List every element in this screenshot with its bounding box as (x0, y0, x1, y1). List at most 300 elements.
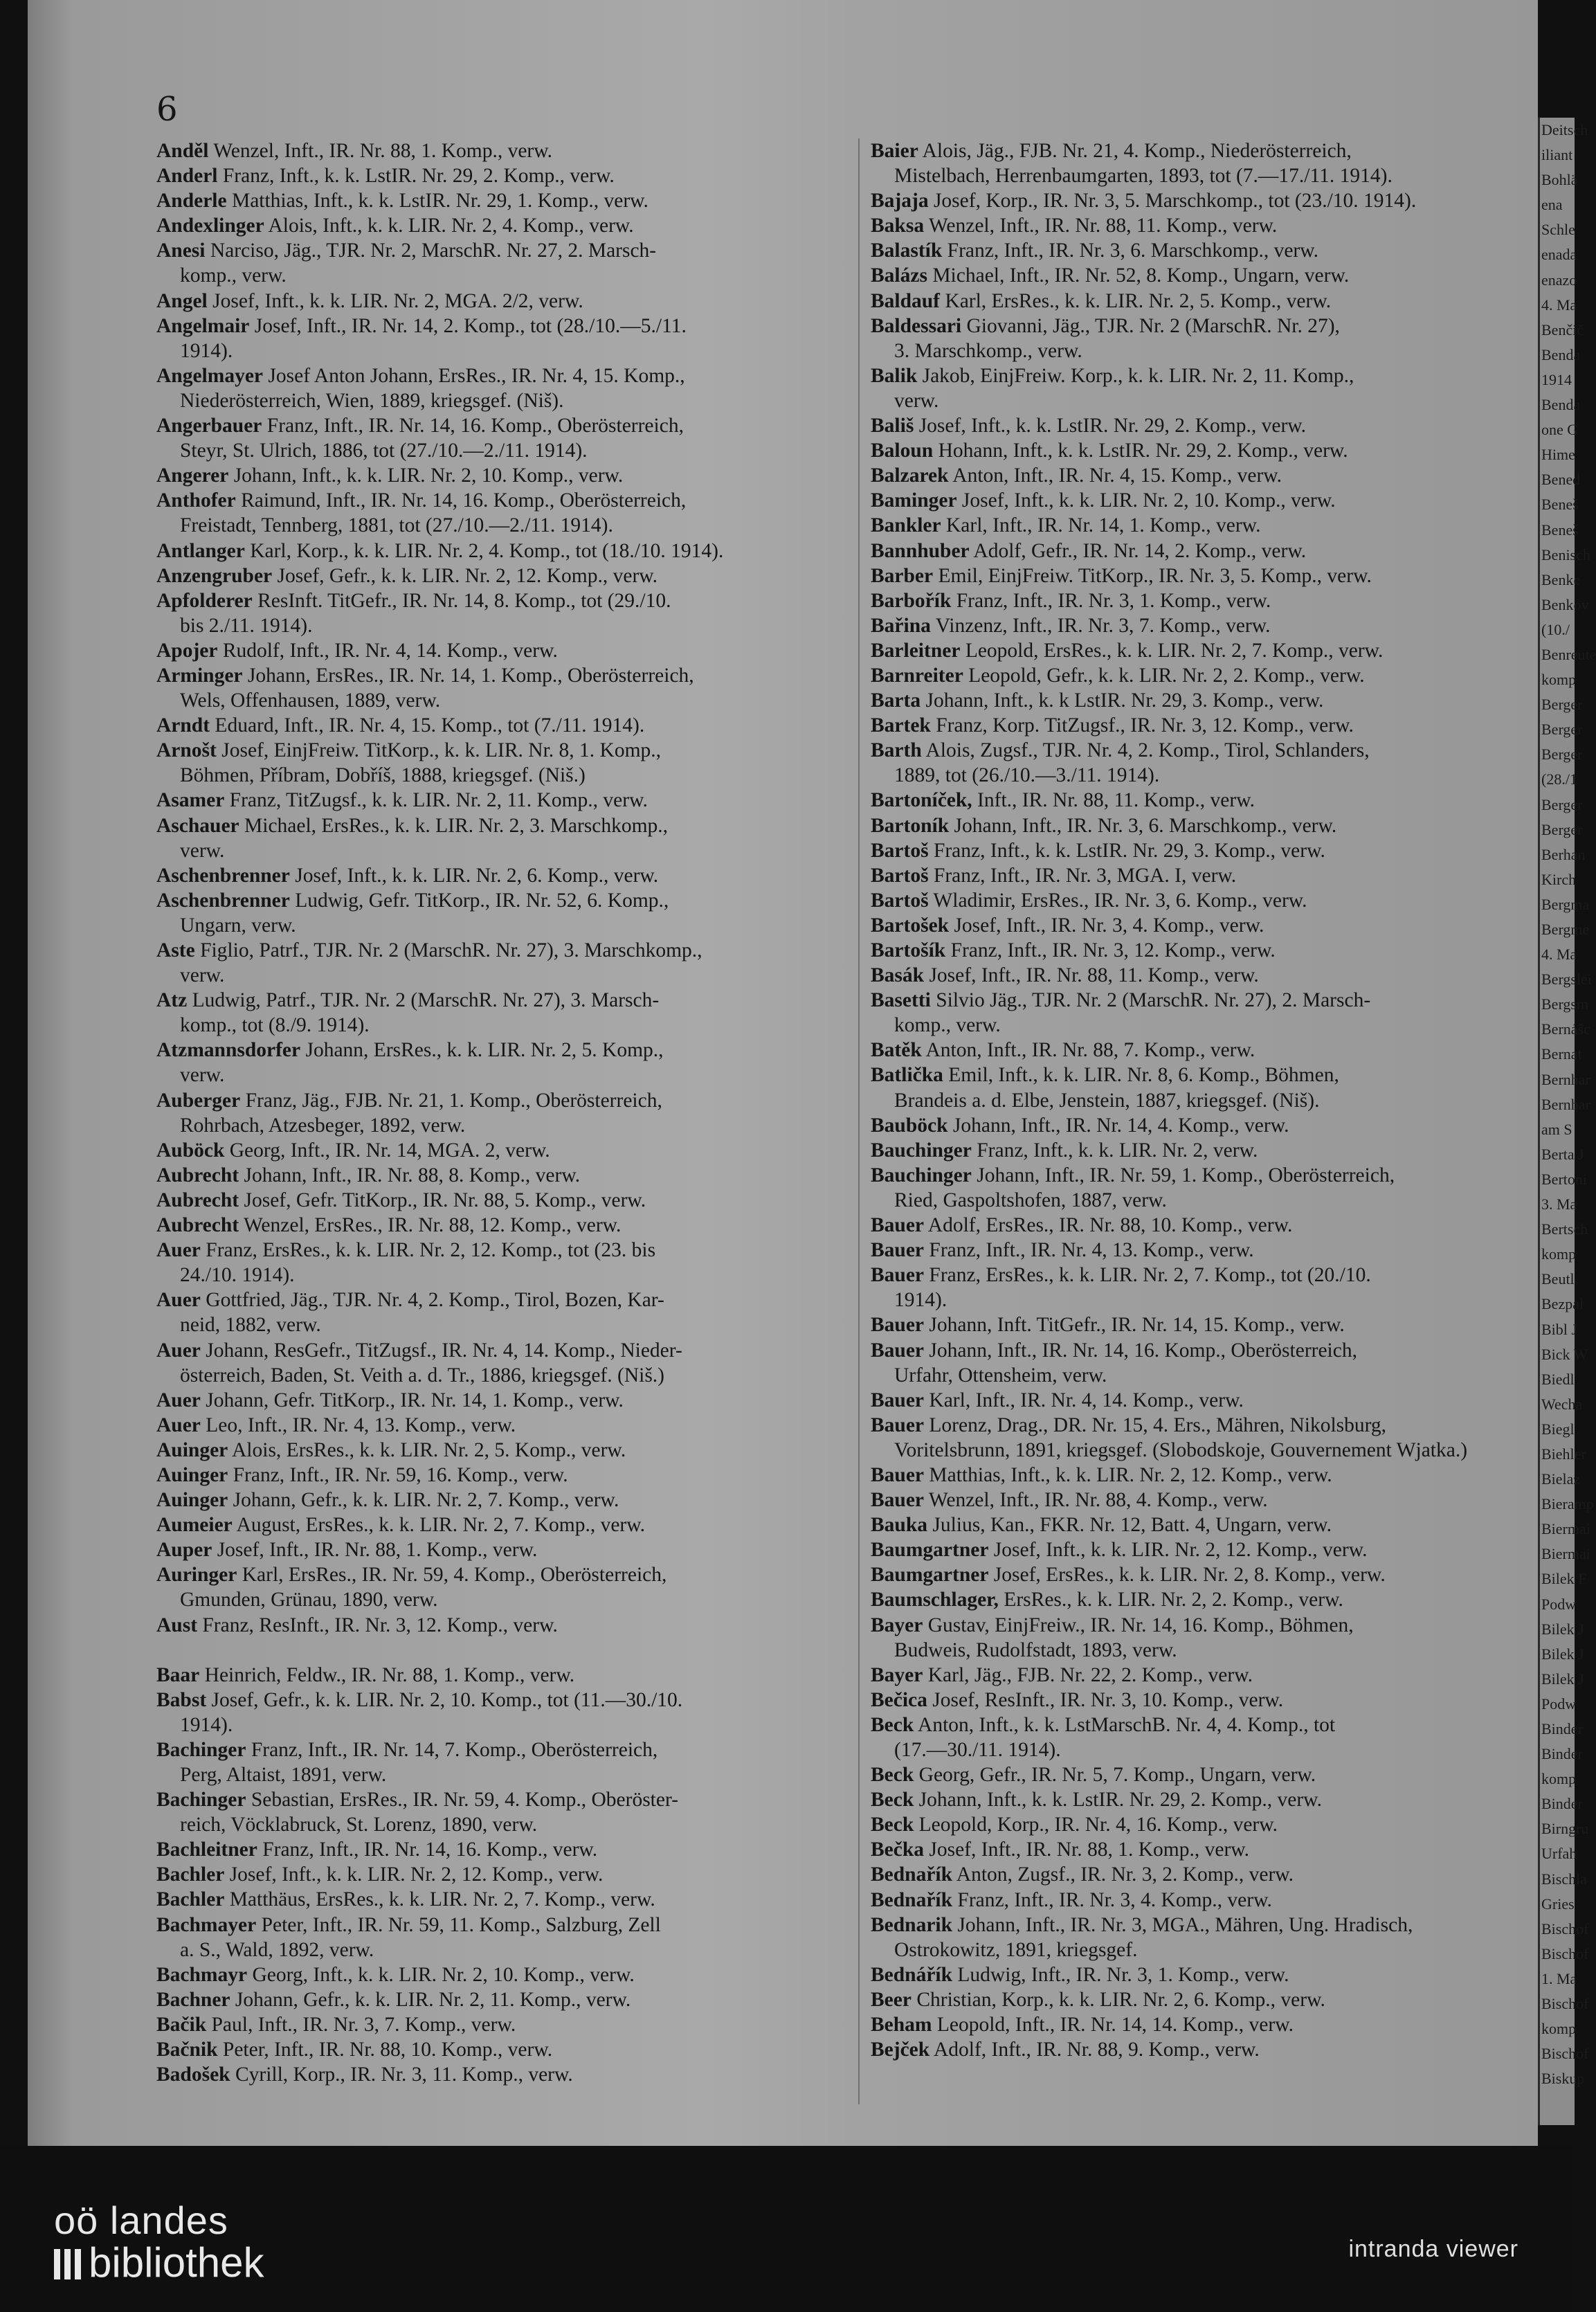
entry-details: Franz, Inft., IR. Nr. 59, 16. Komp., verw. (233, 1463, 568, 1486)
entry-surname: Aschenbrenner (156, 889, 290, 912)
list-entry (871, 513, 1556, 538)
entry-surname: Aumeier (156, 1514, 233, 1537)
adjacent-page-fragment: Podw (1541, 1595, 1577, 1613)
entry-details: Ludwig, Gefr. TitKorp., IR. Nr. 52, 6. Komp., (295, 889, 669, 912)
list-entry (871, 1663, 1556, 1688)
entry-continuation: 1914). (180, 339, 233, 362)
entry-details: Adolf, Inft., IR. Nr. 88, 9. Komp., verw. (933, 2039, 1260, 2061)
entry-details: Johann, Gefr., k. k. LIR. Nr. 2, 7. Komp., verw. (233, 1489, 619, 1512)
entry-details: Wenzel, Inft., IR. Nr. 88, 4. Komp., verw. (928, 1489, 1268, 1512)
list-entry (871, 413, 1556, 438)
entry-surname: Angelmair (156, 314, 250, 337)
entry-details: Michael, ErsRes., k. k. LIR. Nr. 2, 3. Marschkomp., (244, 814, 669, 837)
entry-surname: Bauer (871, 1314, 925, 1337)
entry-details: Josef, Inft., IR. Nr. 88, 11. Komp., verw. (929, 964, 1259, 987)
list-entry (156, 2037, 849, 2062)
entry-details: Franz, Inft., IR. Nr. 3, 1. Komp., verw. (956, 589, 1271, 612)
entry-surname: Antlanger (156, 539, 245, 562)
list-entry (156, 413, 849, 463)
entry-surname: Badošek (156, 2063, 230, 2086)
entry-details: Gustav, EinjFreiw., IR. Nr. 14, 16. Komp., Böhmen, (927, 1614, 1354, 1636)
entry-surname: Aust (156, 1614, 198, 1636)
entry-surname: Bauer (871, 1239, 925, 1262)
list-entry (871, 788, 1556, 813)
list-entry (871, 488, 1556, 513)
entry-continuation: a. S., Wald, 1892, verw. (180, 1938, 374, 1961)
entry-surname: Batlička (871, 1064, 943, 1087)
list-entry (871, 539, 1556, 563)
list-entry (156, 2012, 849, 2037)
list-entry (871, 138, 1556, 188)
entry-details: Josef, Inft., IR. Nr. 14, 2. Komp., tot (28./10.—5./11. (254, 314, 687, 337)
entry-surname: Anthofer (156, 489, 236, 512)
entry-surname: Auer (156, 1289, 201, 1312)
list-entry (156, 1837, 849, 1862)
entry-details: Karl, Korp., k. k. LIR. Nr. 2, 4. Komp., tot (18./10. 1914). (250, 539, 724, 562)
list-entry (871, 1787, 1556, 1812)
list-entry (871, 314, 1556, 363)
list-entry (156, 1213, 849, 1238)
entry-details: Julius, Kan., FKR. Nr. 12, Batt. 4, Ungarn, verw. (932, 1514, 1332, 1537)
entry-surname: Auinger (156, 1489, 228, 1512)
list-entry (871, 238, 1556, 263)
entry-surname: Arminger (156, 664, 243, 687)
adjacent-page-fragment: enada (1541, 246, 1577, 264)
entry-continuation: 1914). (894, 1289, 947, 1312)
entry-surname: Atzmannsdorfer (156, 1039, 301, 1062)
entry-continuation: Rohrbach, Atzesbeger, 1892, verw. (180, 1114, 466, 1137)
entry-surname: Bachler (156, 1863, 225, 1886)
adjacent-page-fragment: Beneš (1541, 496, 1579, 514)
entry-details: August, ErsRes., k. k. LIR. Nr. 2, 7. Komp., verw. (236, 1514, 646, 1537)
list-entry (871, 738, 1556, 788)
entry-surname: Angerbauer (156, 415, 262, 437)
entry-surname: Andexlinger (156, 215, 264, 237)
list-entry (156, 2062, 849, 2087)
entry-surname: Bachler (156, 1888, 225, 1911)
entry-surname: Aubrecht (156, 1214, 239, 1237)
entry-continuation: verw. (180, 964, 225, 987)
entry-surname: Baldauf (871, 289, 941, 312)
entry-surname: Barbořík (871, 589, 952, 612)
entry-details: Johann, ErsRes., k. k. LIR. Nr. 2, 5. Komp., (305, 1039, 664, 1062)
entry-details: Silvio Jäg., TJR. Nr. 2 (MarschR. Nr. 27), 2. Marsch- (936, 989, 1371, 1012)
adjacent-page-fragment: Bernhar (1541, 1095, 1590, 1113)
adjacent-page-fragment: 4. Ma (1541, 946, 1577, 964)
list-entry (156, 738, 849, 788)
adjacent-page-fragment: Bernhar (1541, 1070, 1590, 1088)
entry-details: Alois, ErsRes., k. k. LIR. Nr. 2, 5. Komp., verw. (232, 1438, 626, 1461)
list-entry (871, 1812, 1556, 1837)
entry-surname: Angerer (156, 464, 229, 487)
list-entry (871, 838, 1556, 863)
entry-details: Michael, Inft., IR. Nr. 52, 8. Komp., Ungarn, verw. (932, 264, 1350, 287)
entry-continuation: Wels, Offenhausen, 1889, verw. (180, 689, 441, 712)
entry-continuation: Gmunden, Grünau, 1890, verw. (180, 1589, 438, 1611)
entry-continuation: komp., tot (8./9. 1914). (180, 1014, 370, 1037)
list-entry (156, 663, 849, 713)
entry-surname: Batěk (871, 1039, 922, 1062)
logo-line-2-text: bibliothek (89, 2239, 264, 2286)
adjacent-page-fragment: Bergme (1541, 921, 1590, 938)
logo-line-2 (54, 2241, 264, 2284)
adjacent-page-fragment: Beutl (1541, 1270, 1575, 1288)
list-entry (871, 1138, 1556, 1163)
list-entry (156, 188, 849, 213)
list-entry (871, 1987, 1556, 2012)
list-entry (156, 1562, 849, 1612)
list-entry (871, 2012, 1556, 2037)
entry-details: Johann, Inft. TitGefr., IR. Nr. 14, 15. Komp., verw. (929, 1314, 1345, 1337)
column-divider (858, 138, 860, 2104)
list-entry (156, 1413, 849, 1438)
entry-surname: Anesi (156, 240, 206, 262)
entry-details: Johann, Inft., IR. Nr. 59, 1. Komp., Oberösterreich, (977, 1164, 1395, 1186)
entry-surname: Bauer (871, 1339, 925, 1362)
adjacent-page-fragment: enazo (1541, 271, 1577, 289)
entry-surname: Anderl (156, 165, 218, 188)
list-entry (871, 888, 1556, 913)
entry-details: Leopold, Inft., IR. Nr. 14, 14. Komp., verw. (936, 2014, 1294, 2036)
entry-details: Rudolf, Inft., IR. Nr. 4, 14. Komp., verw. (222, 639, 558, 662)
library-logo[interactable] (54, 2200, 264, 2284)
list-entry (156, 1512, 849, 1537)
adjacent-page-fragment: Bick W (1541, 1345, 1588, 1363)
adjacent-page-fragment: Benda (1541, 345, 1581, 363)
entry-surname: Aschauer (156, 814, 239, 837)
entry-details: Josef, ResInft., IR. Nr. 3, 10. Komp., verw. (932, 1688, 1284, 1711)
list-entry (156, 539, 849, 563)
entry-surname: Bednařík (871, 1888, 953, 1911)
entry-continuation: Ungarn, verw. (180, 914, 296, 937)
left-column (156, 138, 849, 2087)
list-entry (871, 613, 1556, 638)
adjacent-page-fragment: Bohlä (1541, 171, 1578, 189)
adjacent-page-fragment: Biedl (1541, 1370, 1575, 1388)
adjacent-page-fragment: Birngru (1541, 1820, 1589, 1838)
list-entry (871, 1713, 1556, 1762)
entry-details: Gottfried, Jäg., TJR. Nr. 4, 2. Komp., Tirol, Bozen, Kar- (206, 1289, 664, 1312)
list-entry (156, 563, 849, 588)
entry-details: Franz, Inft., IR. Nr. 3, 4. Komp., verw. (957, 1888, 1272, 1911)
entry-details: Franz, Inft., IR. Nr. 14, 7. Komp., Oberösterreich, (251, 1738, 658, 1761)
adjacent-page-fragment: Bernat (1541, 1045, 1582, 1063)
entry-surname: Balik (871, 364, 918, 387)
entry-surname: Barber (871, 564, 934, 587)
list-entry (871, 1688, 1556, 1713)
entry-details: Adolf, ErsRes., IR. Nr. 88, 10. Komp., verw. (927, 1214, 1293, 1237)
entry-details: Leo, Inft., IR. Nr. 4, 13. Komp., verw. (206, 1414, 516, 1436)
entry-surname: Bartoník (871, 814, 950, 837)
entry-surname: Auper (156, 1539, 212, 1562)
entry-continuation: verw. (894, 389, 939, 412)
entry-surname: Aste (156, 939, 195, 961)
list-entry (156, 213, 849, 238)
entry-details: Josef Anton Johann, ErsRes., IR. Nr. 4, 15. Komp., (268, 364, 685, 387)
entry-details: Wenzel, Inft., IR. Nr. 88, 1. Komp., verw. (213, 140, 552, 162)
entry-details: Wenzel, Inft., IR. Nr. 88, 11. Komp., verw. (928, 215, 1278, 237)
entry-surname: Bauka (871, 1514, 927, 1537)
adjacent-page-fragment: 1914 (1541, 370, 1572, 388)
entry-details: Georg, Inft., IR. Nr. 14, MGA. 2, verw. (229, 1139, 550, 1162)
entry-details: Franz, ErsRes., k. k. LIR. Nr. 2, 12. Komp., tot (23. bis (206, 1239, 656, 1262)
adjacent-page-fragment: am S (1541, 1120, 1572, 1138)
entry-details: Franz, TitZugsf., k. k. LIR. Nr. 2, 11. Komp., verw. (229, 789, 648, 812)
list-entry (871, 289, 1556, 314)
adjacent-page-fragment: Benčič (1541, 320, 1584, 338)
list-entry (871, 963, 1556, 988)
entry-details: Alois, Jäg., FJB. Nr. 21, 4. Komp., Niederösterreich, (922, 140, 1352, 162)
adjacent-page-fragment: Bergma (1541, 895, 1590, 913)
entry-details: Franz, Inft., IR. Nr. 3, 6. Marschkomp., verw. (947, 240, 1319, 262)
entry-details: Sebastian, ErsRes., IR. Nr. 59, 4. Komp., Oberöster- (251, 1789, 679, 1812)
adjacent-page-fragment: Bertsch (1541, 1220, 1588, 1238)
entry-details: Cyrill, Korp., IR. Nr. 3, 11. Komp., verw. (235, 2063, 573, 2086)
list-entry (871, 1562, 1556, 1587)
list-entry (871, 1488, 1556, 1512)
entry-surname: Anzengruber (156, 564, 273, 587)
entry-surname: Asamer (156, 789, 225, 812)
entry-surname: Bartošík (871, 939, 946, 961)
entry-details: Josef, Inft., k. k. LIR. Nr. 2, 12. Komp., verw. (993, 1539, 1368, 1562)
adjacent-page-fragment: Bezpal (1541, 1295, 1584, 1313)
list-entry (156, 1138, 849, 1163)
entry-surname: Barth (871, 739, 922, 762)
list-entry (156, 1438, 849, 1463)
list-entry (156, 938, 849, 988)
entry-surname: Auinger (156, 1463, 228, 1486)
entry-surname: Bauer (871, 1389, 925, 1411)
list-entry (871, 913, 1556, 938)
entry-continuation: 1889, tot (26./10.—3./11. 1914). (894, 764, 1160, 787)
entry-surname: Angel (156, 289, 208, 312)
entry-details: Paul, Inft., IR. Nr. 3, 7. Komp., verw. (211, 2013, 516, 2036)
entry-continuation: verw. (180, 839, 225, 862)
entry-details: Lorenz, Drag., DR. Nr. 15, 4. Ers., Mähren, Nikolsburg, (929, 1414, 1387, 1436)
entry-details: Josef, Inft., IR. Nr. 88, 1. Komp., verw. (217, 1539, 538, 1562)
right-column (871, 138, 1556, 2062)
entry-surname: Barnreiter (871, 664, 963, 687)
adjacent-page-fragment: Gries (1541, 1895, 1575, 1913)
list-entry (156, 713, 849, 738)
adjacent-page-fragment: Biskup (1541, 2070, 1585, 2088)
entry-continuation: Böhmen, Příbram, Dobříš, 1888, kriegsgef. (Niš.) (180, 764, 586, 787)
entry-details: Johann, Inft., IR. Nr. 14, 16. Komp., Oberösterreich, (929, 1339, 1357, 1362)
entry-details: Vinzenz, Inft., IR. Nr. 3, 7. Komp., verw. (935, 614, 1271, 637)
entry-surname: Bartošek (871, 914, 950, 937)
entry-surname: Bečka (871, 1839, 925, 1861)
entry-details: Franz, ErsRes., k. k. LIR. Nr. 2, 7. Komp., tot (20./10. (929, 1264, 1371, 1287)
entry-details: Josef, Korp., IR. Nr. 3, 5. Marschkomp., tot (23./10. 1914). (933, 190, 1417, 213)
list-entry (871, 1063, 1556, 1112)
entry-surname: Barta (871, 689, 921, 712)
entry-surname: Baumschlager, (871, 1589, 999, 1611)
entry-surname: Bauböck (871, 1114, 948, 1137)
adjacent-page-edge (1538, 118, 1596, 2125)
entry-details: Franz, Inft., k. k. LIR. Nr. 2, verw. (977, 1139, 1258, 1162)
adjacent-page-fragment: Biehler (1541, 1445, 1586, 1463)
adjacent-page-fragment: Bischof (1541, 1944, 1589, 1962)
entry-continuation: Brandeis a. d. Elbe, Jenstein, 1887, kriegsgef. (Niš). (894, 1089, 1320, 1112)
entry-details: Franz, Inft., IR. Nr. 14, 16. Komp., verw. (262, 1839, 598, 1861)
entry-surname: Baminger (871, 489, 957, 512)
entry-surname: Bayer (871, 1614, 923, 1636)
entry-surname: Bednařík (871, 1863, 953, 1886)
entry-continuation: Budweis, Rudolfstadt, 1893, verw. (894, 1638, 1177, 1661)
list-entry (871, 1888, 1556, 1913)
list-entry (156, 1338, 849, 1388)
entry-surname: Anderle (156, 190, 227, 213)
adjacent-page-fragment: Bilek J (1541, 1645, 1584, 1663)
entry-surname: Bankler (871, 514, 941, 537)
entry-continuation: 1914). (180, 1713, 233, 1736)
list-entry (871, 1312, 1556, 1337)
entry-surname: Beer (871, 1988, 912, 2011)
list-entry (871, 1413, 1556, 1463)
list-entry (156, 638, 849, 663)
list-entry (871, 2037, 1556, 2062)
entry-surname: Beck (871, 1764, 914, 1787)
list-entry (871, 1913, 1556, 1962)
entry-details: Franz, Jäg., FJB. Nr. 21, 1. Komp., Oberösterreich, (245, 1089, 662, 1112)
list-entry (871, 1263, 1556, 1312)
adjacent-page-fragment: Bieramp (1541, 1495, 1594, 1513)
entry-surname: Bačik (156, 2013, 207, 2036)
adjacent-page-fragment: Biermai (1541, 1520, 1590, 1538)
entry-surname: Beck (871, 1814, 914, 1836)
entry-surname: Bachleitner (156, 1839, 257, 1861)
page-number: 6 (156, 90, 178, 129)
entry-surname: Bališ (871, 415, 914, 437)
list-entry (871, 638, 1556, 663)
entry-surname: Angelmayer (156, 364, 264, 387)
adjacent-page-fragment: Podw (1541, 1695, 1577, 1713)
entry-surname: Auer (156, 1339, 201, 1362)
entry-surname: Bannhuber (871, 539, 970, 562)
list-entry (156, 888, 849, 938)
entry-continuation: neid, 1882, verw. (180, 1314, 321, 1337)
entry-details: Josef, Inft., k. k. LIR. Nr. 2, 6. Komp., verw. (295, 864, 659, 887)
entry-details: Ludwig, Patrf., TJR. Nr. 2 (MarschR. Nr. 27), 3. Marsch- (192, 989, 660, 1012)
adjacent-page-fragment: Binder (1541, 1720, 1583, 1737)
list-entry (156, 163, 849, 188)
list-entry (871, 1238, 1556, 1263)
list-entry (871, 988, 1556, 1038)
adjacent-page-fragment: komp (1541, 671, 1577, 689)
entry-details: Heinrich, Feldw., IR. Nr. 88, 1. Komp., verw. (204, 1663, 575, 1686)
list-entry (871, 213, 1556, 238)
entry-details: Leopold, ErsRes., k. k. LIR. Nr. 2, 7. Komp., verw. (965, 639, 1384, 662)
entry-details: Ludwig, Inft., IR. Nr. 3, 1. Komp., verw. (957, 1963, 1289, 1986)
entry-details: Leopold, Gefr., k. k. LIR. Nr. 2, 2. Komp., verw. (968, 664, 1365, 687)
entry-details: Josef, Inft., k. k. LIR. Nr. 2, MGA. 2/2, verw. (212, 289, 583, 312)
entry-details: Alois, Inft., k. k. LIR. Nr. 2, 4. Komp., verw. (268, 215, 634, 237)
entry-continuation: 24./10. 1914). (180, 1264, 295, 1287)
entry-details: Johann, Gefr., k. k. LIR. Nr. 2, 11. Komp., verw. (235, 1988, 631, 2011)
entry-continuation: (17.—30./11. 1914). (894, 1739, 1061, 1761)
adjacent-page-fragment: Bibl J (1541, 1320, 1577, 1338)
entry-surname: Bachmayer (156, 1913, 257, 1936)
adjacent-page-fragment: Bischof (1541, 1995, 1589, 2013)
entry-continuation: österreich, Baden, St. Veith a. d. Tr., 1886, kriegsgef. (Niš.) (180, 1364, 665, 1387)
list-entry (156, 588, 849, 638)
adjacent-page-fragment: Berger (1541, 820, 1583, 838)
entry-details: Josef, Inft., IR. Nr. 3, 4. Komp., verw. (954, 914, 1264, 937)
list-entry (871, 1537, 1556, 1562)
entry-details: Josef, Gefr., k. k. LIR. Nr. 2, 10. Komp., tot (11.—30./10. (211, 1688, 683, 1711)
entry-details: Peter, Inft., IR. Nr. 88, 10. Komp., verw. (222, 2039, 553, 2061)
entry-details: Josef, Inft., IR. Nr. 88, 1. Komp., verw. (929, 1839, 1250, 1861)
entry-details: Georg, Inft., k. k. LIR. Nr. 2, 10. Komp., verw. (252, 1963, 635, 1986)
list-entry (871, 1512, 1556, 1537)
list-entry (871, 813, 1556, 838)
list-entry (871, 1338, 1556, 1388)
adjacent-page-fragment: Binder (1541, 1745, 1583, 1763)
list-entry (156, 1613, 849, 1638)
entry-details: Wladimir, ErsRes., IR. Nr. 3, 6. Komp., verw. (933, 889, 1307, 912)
adjacent-page-fragment: Bened (1541, 471, 1581, 489)
entry-continuation: Ostrokowitz, 1891, kriegsgef. (894, 1938, 1138, 1961)
entry-details: Karl, Inft., IR. Nr. 14, 1. Komp., verw. (946, 514, 1261, 537)
list-entry (156, 463, 849, 488)
adjacent-page-fragment: Hime (1541, 446, 1575, 464)
entry-surname: Bednarik (871, 1913, 953, 1936)
list-entry (156, 1913, 849, 1962)
entry-details: Jakob, EinjFreiw. Korp., k. k. LIR. Nr. 2, 11. Komp., (922, 364, 1354, 387)
adjacent-page-fragment: iliant (1541, 146, 1573, 164)
entry-continuation: 3. Marschkomp., verw. (894, 339, 1082, 362)
adjacent-page-fragment: 4. Ma (1541, 296, 1577, 314)
entry-surname: Baier (871, 140, 918, 162)
list-entry (871, 1463, 1556, 1488)
entry-continuation: Ried, Gaspoltshofen, 1887, verw. (894, 1189, 1167, 1211)
entry-surname: Bauchinger (871, 1139, 972, 1162)
adjacent-page-fragment: Berger (1541, 795, 1583, 813)
list-entry (156, 788, 849, 813)
list-entry (871, 713, 1556, 738)
entry-details: Johann, ResGefr., TitZugsf., IR. Nr. 4, 14. Komp., Nieder- (206, 1339, 682, 1362)
adjacent-page-fragment: Schle (1541, 221, 1575, 239)
entry-details: Josef, Gefr. TitKorp., IR. Nr. 88, 5. Komp., verw. (244, 1189, 646, 1211)
list-entry (156, 314, 849, 363)
adjacent-page-fragment: Bertoni (1541, 1170, 1587, 1188)
entry-details: Anton, Inft., IR. Nr. 4, 15. Komp., verw. (952, 464, 1282, 487)
entry-details: Franz, Inft., k. k. LstIR. Nr. 29, 2. Komp., verw. (222, 165, 615, 188)
adjacent-page-fragment: Urfah (1541, 1845, 1577, 1863)
entry-details: Karl, ErsRes., k. k. LIR. Nr. 2, 5. Komp., verw. (945, 289, 1332, 312)
list-entry (156, 138, 849, 163)
adjacent-page-fragment: Benkov (1541, 595, 1589, 613)
entry-surname: Auringer (156, 1564, 237, 1587)
viewer-label[interactable]: intranda viewer (1348, 2236, 1518, 2262)
adjacent-page-fragment: ena (1541, 196, 1563, 214)
entry-details: ErsRes., k. k. LIR. Nr. 2, 2. Komp., verw. (1004, 1589, 1343, 1611)
entry-surname: Bauer (871, 1489, 925, 1512)
list-entry (871, 938, 1556, 963)
list-entry (156, 1537, 849, 1562)
entry-details: Inft., IR. Nr. 88, 11. Komp., verw. (977, 789, 1255, 812)
entry-details: Josef, Inft., k. k. LIR. Nr. 2, 10. Komp., verw. (961, 489, 1336, 512)
entry-details: Johann, Inft., k. k. LstIR. Nr. 29, 2. Komp., verw. (918, 1789, 1322, 1812)
entry-surname: Arndt (156, 714, 210, 737)
list-entry (871, 438, 1556, 463)
entry-details: Franz, Inft., IR. Nr. 14, 16. Komp., Oberösterreich, (266, 415, 684, 437)
entry-surname: Auer (156, 1389, 201, 1411)
list-entry (156, 1288, 849, 1337)
list-entry (871, 463, 1556, 488)
entry-details: Josef, Gefr., k. k. LIR. Nr. 2, 12. Komp., verw. (277, 564, 658, 587)
entry-surname: Aschenbrenner (156, 864, 290, 887)
